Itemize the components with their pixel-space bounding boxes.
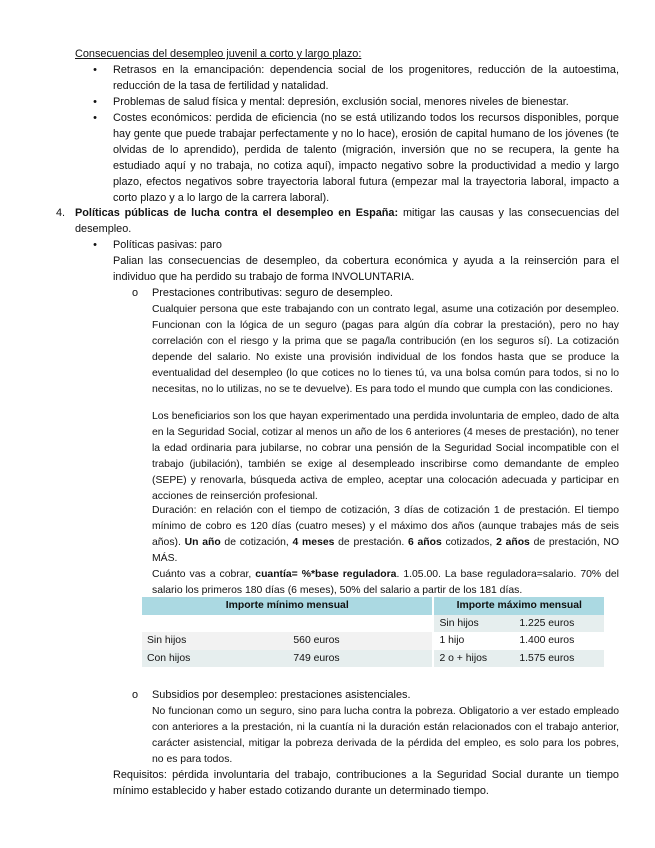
- cuantia-bold: cuantía= %*base reguladora: [255, 569, 397, 580]
- list-item: Retrasos en la emancipación: dependencia social de los progenitores, reducción de la autoestima, reducción de la tasa de fertilidad y natalidad.: [113, 64, 619, 92]
- duracion-text: cotizados,: [441, 536, 497, 548]
- table-cell: 560 euros: [239, 632, 433, 650]
- contributivas-para-2: Los beneficiarios son los que hayan experimentado una perdida involuntaria de empleo, dado de alta en la Seguridad Social, cotizar al menos un año de los 6 anteriores (4 meses de prestación), no tener la edad ordinaria para jubilarse, no cobrar una pensión de la Seguridad Social incompatible con el trabajo (jubilación), también se exige al desempleado inscribirse como demandante de empleo (SEPE) y renovarla, búsqueda activa de empleo, aceptar una colocación adecuada y participar en acciones de reinserción profesional.: [152, 411, 619, 502]
- bullet-icon: •: [93, 96, 97, 108]
- contributivas-para-3: [152, 503, 619, 567]
- section-4-title: Políticas públicas de lucha contra el desempleo en España:: [75, 207, 399, 219]
- list-item: Costes económicos: perdida de eficiencia (no se está utilizando todos los recursos disponibles, porque hay gente que puede trabajar perfectamente y no lo hace), erosión de capital humano de los jóvenes (te olvidas de lo aprendido), perdida de talento (migración, inversión que no se recupera, la gente ha estudiado aquí y no trabaja, no cotiza aquí), impacto negativo sobre la productividad a medio y largo plazo, efectos negativos sobre trayectoria laboral futura (empezar mal la trayectoria laboral, impacto a corto plazo y a lo largo de la carrera laboral).: [113, 112, 619, 204]
- duracion-bold: 2 años: [496, 536, 530, 548]
- cuantia-text: Cuánto vas a cobrar,: [152, 569, 256, 580]
- table-header-max: Importe máximo mensual: [433, 597, 604, 615]
- requisitos-text: Requisitos: pérdida involuntaria del trabajo, contribuciones a la Seguridad Social durante un tiempo mínimo establecido y haber estado cotizando durante un determinado tiempo.: [113, 769, 619, 797]
- section-number: 4.: [56, 207, 66, 219]
- contributivas-title: Prestaciones contributivas: seguro de desempleo.: [152, 287, 393, 299]
- circle-bullet-icon: o: [131, 287, 139, 299]
- duracion-text: de prestación.: [334, 536, 409, 548]
- table-header-min: Importe mínimo mensual: [142, 597, 433, 615]
- table-cell: [239, 615, 433, 633]
- subsidios-title: Subsidios por desempleo: prestaciones asistenciales.: [152, 689, 411, 701]
- table-cell: 1.575 euros: [514, 650, 604, 668]
- importe-table: [142, 597, 604, 667]
- contributivas-para-1: Cualquier persona que este trabajando con un contrato legal, asume una cotización por desempleo. Funcionan con la lógica de un seguro (pagas para algún día cobrar la prestación), pero no hay correlación con el riesgo y la prima que se paga/la contribución (en los seguros sí). La cotización depende del salario. No existe una provisión individual de los fondos hasta que se produce la eventualidad del desempleo (lo que cotices no lo tienes tú, va una bolsa común para todos, si no lo necesitas, no lo utilizas, no se te devuelve). Es para todo el mundo que cumpla con las condiciones.: [152, 304, 619, 395]
- circle-bullet-icon: o: [131, 689, 139, 701]
- duracion-text: de prestación, NO MÁS.: [152, 536, 620, 564]
- subsidios-text: No funcionan como un seguro, sino para lucha contra la pobreza. Obligatorio a ver estado empleado con anteriores a la prestación, ni la cuantía ni la duración están relacionados con el trabajo anterior, carácter asistencial, mitigar la pobreza derivada de la pérdida del empleo, es solo para los pobres, no es para todos.: [152, 706, 619, 765]
- section-4-paragraph: [75, 206, 619, 238]
- table-cell: [142, 615, 239, 633]
- section-heading: Consecuencias del desempleo juvenil a corto y largo plazo:: [75, 48, 362, 60]
- table-cell: 2 o + hijos: [433, 650, 514, 668]
- pasivas-title: Políticas pasivas: paro: [113, 239, 222, 251]
- duracion-text: de cotización,: [220, 536, 293, 548]
- pasivas-text: Palian las consecuencias de desempleo, da cobertura económica y ayuda a la reinserción para el individuo que ha perdido su trabajo de forma INVOLUNTARIA.: [113, 255, 619, 283]
- bullet-icon: •: [93, 239, 97, 251]
- table-cell: 749 euros: [239, 650, 433, 668]
- table-cell: 1.225 euros: [514, 615, 604, 633]
- table-cell: 1.400 euros: [514, 632, 604, 650]
- bullet-icon: •: [93, 112, 97, 124]
- table-cell: 1 hijo: [433, 632, 514, 650]
- list-item: Problemas de salud física y mental: depresión, exclusión social, menores niveles de bienestar.: [113, 96, 569, 108]
- bullet-icon: •: [93, 64, 97, 76]
- duracion-bold: Un año: [184, 536, 221, 548]
- contributivas-para-4: [152, 567, 619, 599]
- section-4-text: mitigar las causas y las consecuencias del desempleo.: [75, 207, 619, 235]
- table-cell: Sin hijos: [142, 632, 239, 650]
- duracion-text: Duración: en relación con el tiempo de cotización, 3 días de cotización 1 de prestación. El tiempo mínimo de cobro es 120 días (cuatro meses) y el máximo dos años (aunque trabajes más de seis años).: [152, 505, 619, 548]
- cuantia-text: . 1.05.00. La base reguladora=salario. 70% del salario los primeros 180 días (6 meses), 50% del salario a partir de los 181 días.: [152, 569, 619, 596]
- table-cell: Sin hijos: [433, 615, 514, 633]
- duracion-bold: 6 años: [408, 536, 442, 548]
- table-cell: Con hijos: [142, 650, 239, 668]
- duracion-bold: 4 meses: [292, 536, 335, 548]
